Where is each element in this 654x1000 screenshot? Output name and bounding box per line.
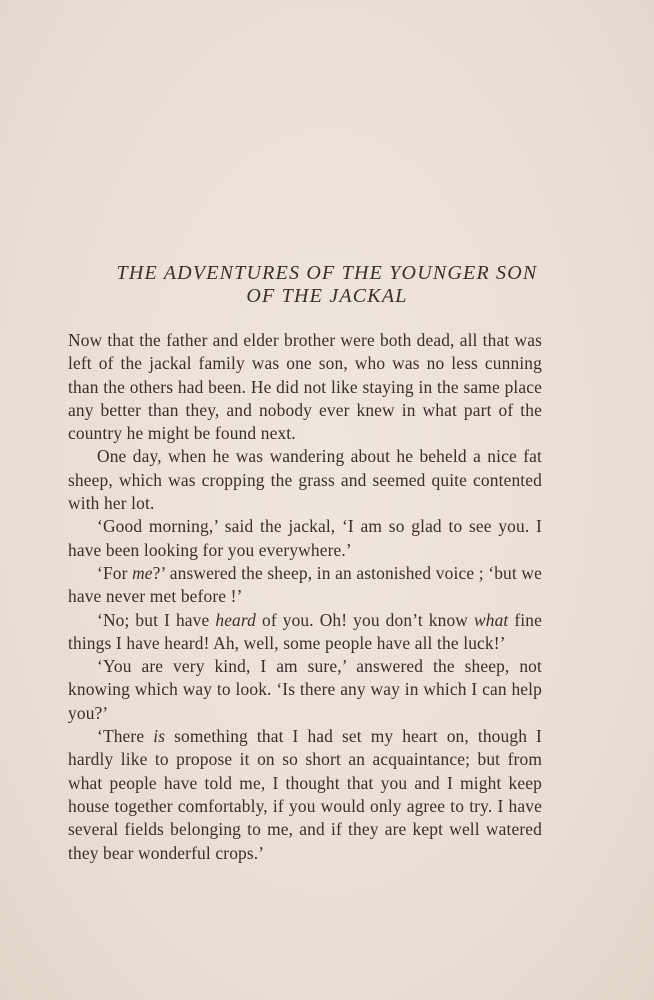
paragraph-1: Now that the father and elder brother were both dead, all that was left of the jackal family was one son, who was no less cunning than the others had been. He did not like staying in the same place any better than they, and nobody ever knew in what part of the country he might be found next. xyxy=(68,330,542,444)
chapter-title xyxy=(60,262,594,308)
emphasis: me xyxy=(132,562,153,583)
text-span: fine things I have heard! Ah, well, some people have all the luck!’ xyxy=(68,609,542,653)
paragraph-6: ‘You are very kind, I am sure,’ answered the sheep, not knowing which way to look. ‘Is there any way in which I can help you?’ xyxy=(68,656,542,723)
paragraph-5 xyxy=(68,609,542,656)
emphasis: is xyxy=(153,726,166,747)
text-span: something that I had set my heart on, though I hardly like to propose it on so short an acquaintance; but from what people have told me, I thought that you and I might keep house together comfortably, if you would only agree to try. I have several fields belonging to me, and if they are kept well watered they bear wonderful crops.’ xyxy=(68,726,542,863)
text-span: ‘For xyxy=(97,562,133,583)
paragraph-2: One day, when he was wandering about he beheld a nice fat sheep, which was cropping the grass and seemed quite contented with her lot. xyxy=(68,446,542,514)
paragraph-4 xyxy=(68,562,542,609)
emphasis: heard xyxy=(215,609,257,630)
paragraph-7 xyxy=(68,725,542,865)
text-span: ‘No; but I have xyxy=(97,609,216,630)
paragraph-3: ‘Good morning,’ said the jackal, ‘I am so glad to see you. I have been looking for you everywhere.’ xyxy=(68,516,542,560)
emphasis: what xyxy=(473,609,509,630)
chapter-title-line-1: THE ADVENTURES OF THE YOUNGER SON xyxy=(116,262,538,284)
chapter-body xyxy=(68,329,542,865)
chapter-title-line-2: OF THE JACKAL xyxy=(246,285,408,307)
text-span: ?’ answered the sheep, in an astonished voice ; ‘but we have never met before !’ xyxy=(68,562,542,607)
text-span: of you. Oh! you don’t know xyxy=(256,609,474,630)
text-span: ‘There xyxy=(97,726,154,747)
